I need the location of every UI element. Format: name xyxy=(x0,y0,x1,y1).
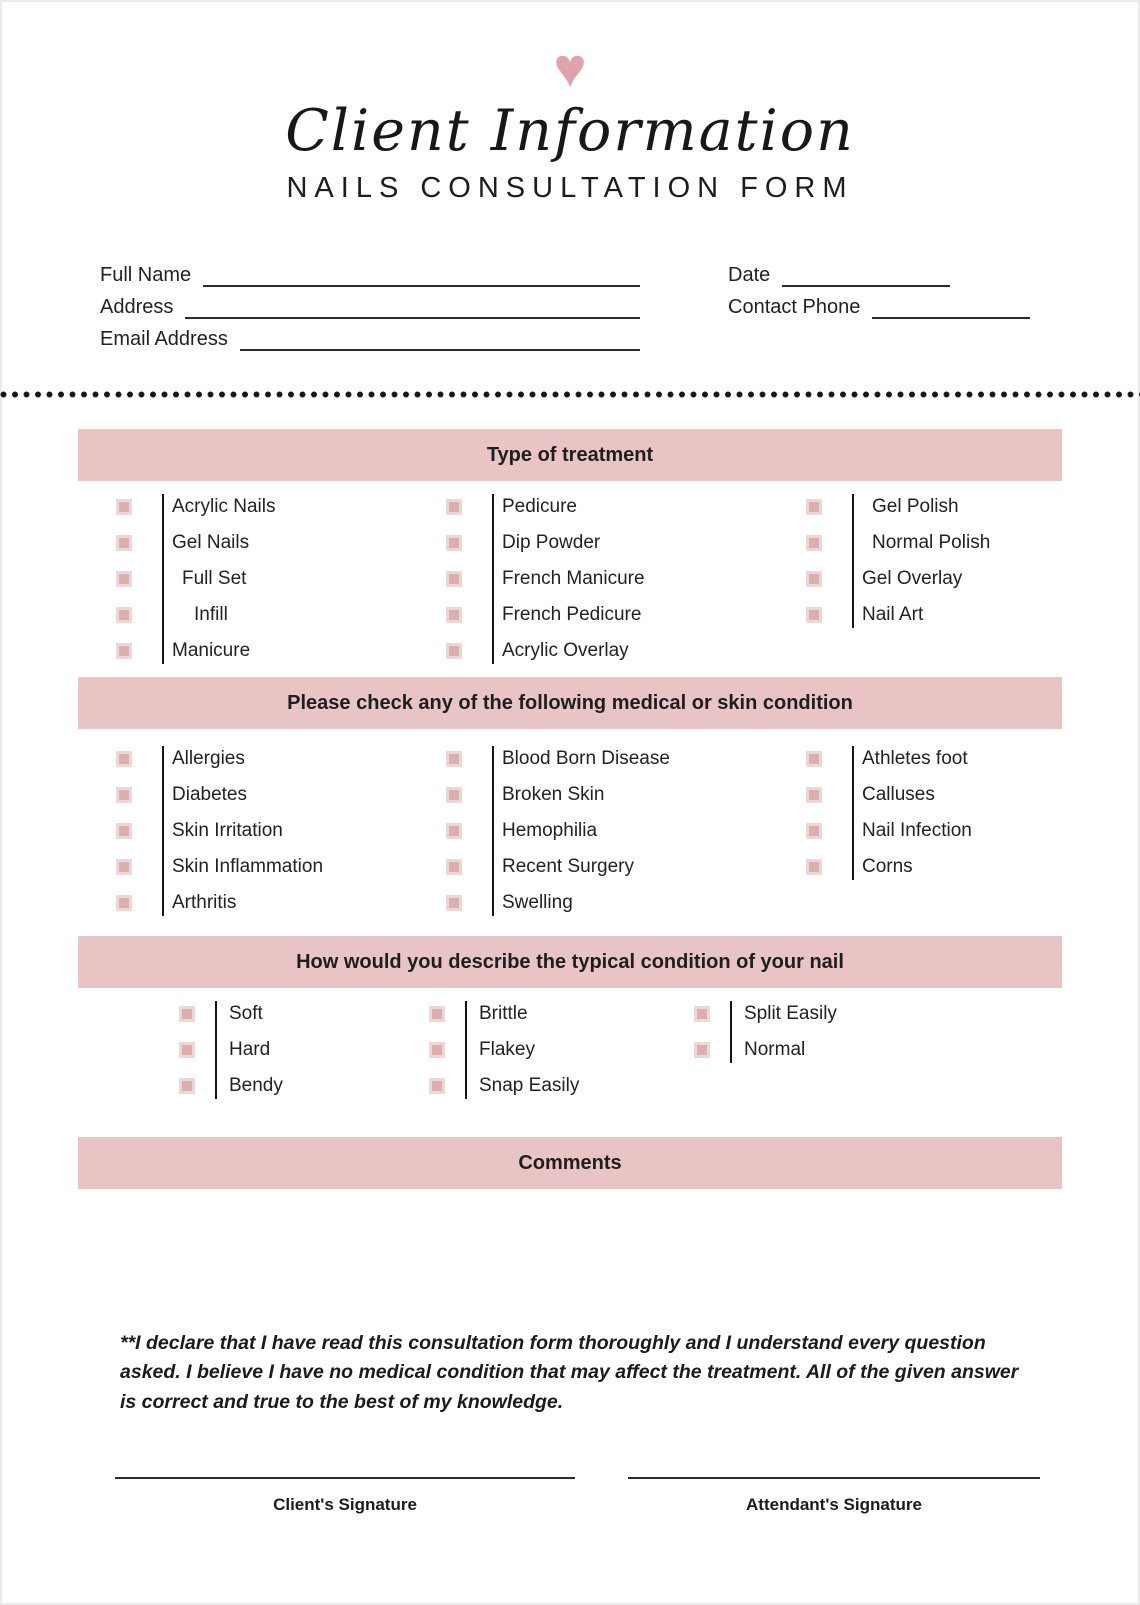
checkbox[interactable] xyxy=(116,643,132,659)
checkbox-label: Bendy xyxy=(229,1075,283,1096)
check-item xyxy=(446,525,768,561)
check-item xyxy=(446,741,768,777)
checkbox-label: Normal xyxy=(744,1039,806,1060)
checkbox[interactable] xyxy=(446,895,462,911)
checkbox-label: Brittle xyxy=(479,1003,528,1024)
nail-condition-checklist xyxy=(175,996,1062,1104)
client-signature-line[interactable] xyxy=(115,1477,575,1479)
check-item xyxy=(446,849,768,885)
date-row xyxy=(728,255,1040,287)
checkbox-label: Allergies xyxy=(172,748,245,769)
contact-phone-line[interactable] xyxy=(872,297,1030,319)
heart-icon: ♥ xyxy=(553,36,587,99)
checkbox[interactable] xyxy=(116,787,132,803)
checkbox[interactable] xyxy=(116,823,132,839)
checkbox-label: Hard xyxy=(229,1039,271,1060)
column-divider-line xyxy=(465,1001,467,1099)
check-item xyxy=(806,525,1062,561)
checkbox[interactable] xyxy=(116,607,132,623)
treatment-section-banner xyxy=(78,429,1062,481)
checkbox[interactable] xyxy=(806,787,822,803)
checkbox-label: Blood Born Disease xyxy=(502,748,670,769)
check-item xyxy=(446,597,768,633)
checkbox[interactable] xyxy=(806,535,822,551)
checkbox[interactable] xyxy=(446,499,462,515)
checkbox[interactable] xyxy=(116,571,132,587)
page-title: Client Information xyxy=(285,98,855,164)
check-item xyxy=(806,561,1062,597)
email-line[interactable] xyxy=(240,329,640,351)
nail-condition-column-2 xyxy=(425,996,690,1104)
checkbox[interactable] xyxy=(179,1006,195,1022)
info-right-column xyxy=(728,255,1040,351)
checkbox-label: Nail Art xyxy=(862,604,924,625)
column-divider-line xyxy=(162,746,164,916)
check-item xyxy=(806,489,1062,525)
checkbox-label: Swelling xyxy=(502,892,573,913)
comments-section-title: Comments xyxy=(518,1151,622,1174)
checkbox[interactable] xyxy=(446,787,462,803)
client-signature-label: Client's Signature xyxy=(273,1494,417,1514)
treatment-column-1 xyxy=(78,489,408,669)
address-row xyxy=(100,287,640,319)
attendant-signature-block xyxy=(628,1477,1040,1515)
checkbox[interactable] xyxy=(179,1078,195,1094)
treatment-checklist xyxy=(78,489,1062,669)
checkbox[interactable] xyxy=(446,751,462,767)
check-item xyxy=(429,996,690,1032)
check-item xyxy=(116,489,408,525)
dotted-divider xyxy=(0,391,1140,398)
checkbox[interactable] xyxy=(694,1006,710,1022)
client-info-fields xyxy=(100,255,1040,351)
nail-condition-section-title: How would you describe the typical condition of your nail xyxy=(296,950,844,973)
checkbox[interactable] xyxy=(446,607,462,623)
signature-section xyxy=(115,1477,1040,1515)
checkbox-label: Full Set xyxy=(182,568,247,589)
medical-column-2 xyxy=(408,741,768,921)
email-label: Email Address xyxy=(100,328,228,350)
checkbox-label: Skin Inflammation xyxy=(172,856,324,877)
treatment-column-2 xyxy=(408,489,768,669)
checkbox[interactable] xyxy=(446,859,462,875)
checkbox-label: Recent Surgery xyxy=(502,856,635,877)
check-item xyxy=(446,885,768,921)
checkbox[interactable] xyxy=(806,859,822,875)
checkbox-label: Gel Overlay xyxy=(862,568,963,589)
checkbox-label: Athletes foot xyxy=(862,748,968,769)
checkbox-label: Flakey xyxy=(479,1039,535,1060)
checkbox-label: Gel Nails xyxy=(172,532,250,553)
checkbox[interactable] xyxy=(429,1042,445,1058)
checkbox-label: Diabetes xyxy=(172,784,247,805)
checkbox[interactable] xyxy=(806,571,822,587)
check-item xyxy=(806,777,1062,813)
checkbox-label: Hemophilia xyxy=(502,820,598,841)
full-name-line[interactable] xyxy=(203,265,640,287)
check-item xyxy=(116,813,408,849)
checkbox[interactable] xyxy=(429,1006,445,1022)
checkbox[interactable] xyxy=(446,823,462,839)
column-divider-line xyxy=(215,1001,217,1099)
comments-section-banner xyxy=(78,1137,1062,1189)
checkbox[interactable] xyxy=(116,859,132,875)
checkbox[interactable] xyxy=(116,895,132,911)
nail-condition-section-banner xyxy=(78,936,1062,988)
checkbox-label: Split Easily xyxy=(744,1003,837,1024)
checkbox-label: Manicure xyxy=(172,640,251,661)
column-divider-line xyxy=(852,494,854,628)
contact-phone-row xyxy=(728,287,1040,319)
checkbox-label: French Manicure xyxy=(502,568,645,589)
check-item xyxy=(694,1032,1062,1068)
check-item xyxy=(116,561,408,597)
check-item xyxy=(116,633,408,669)
medical-checklist xyxy=(78,741,1062,921)
check-item xyxy=(429,1032,690,1068)
date-label: Date xyxy=(728,264,771,286)
checkbox-label: Corns xyxy=(862,856,913,877)
checkbox[interactable] xyxy=(446,643,462,659)
check-item xyxy=(116,741,408,777)
attendant-signature-line[interactable] xyxy=(628,1477,1040,1479)
checkbox-label: Normal Polish xyxy=(872,532,991,553)
checkbox[interactable] xyxy=(179,1042,195,1058)
column-divider-line xyxy=(492,494,494,664)
full-name-label: Full Name xyxy=(100,264,192,286)
checkbox-label: Acrylic Overlay xyxy=(502,640,629,661)
check-item xyxy=(806,813,1062,849)
nail-condition-column-1 xyxy=(175,996,425,1104)
checkbox-label: Calluses xyxy=(862,784,935,805)
column-divider-line xyxy=(492,746,494,916)
email-row xyxy=(100,319,640,351)
info-left-column xyxy=(100,255,640,351)
contact-phone-label: Contact Phone xyxy=(728,296,861,318)
column-divider-line xyxy=(730,1001,732,1063)
checkbox[interactable] xyxy=(806,823,822,839)
check-item xyxy=(429,1068,690,1104)
column-divider-line xyxy=(162,494,164,664)
checkbox-label: Infill xyxy=(194,604,228,625)
medical-column-1 xyxy=(78,741,408,921)
checkbox[interactable] xyxy=(429,1078,445,1094)
check-item xyxy=(446,813,768,849)
checkbox[interactable] xyxy=(446,535,462,551)
checkbox-label: Pedicure xyxy=(502,496,577,517)
checkbox-label: Arthritis xyxy=(172,892,237,913)
medical-section-banner xyxy=(78,677,1062,729)
address-line[interactable] xyxy=(185,297,640,319)
checkbox[interactable] xyxy=(806,607,822,623)
checkbox-label: Broken Skin xyxy=(502,784,605,805)
checkbox-label: Acrylic Nails xyxy=(172,496,276,517)
date-line[interactable] xyxy=(782,265,950,287)
checkbox[interactable] xyxy=(116,499,132,515)
treatment-column-3 xyxy=(768,489,1062,633)
client-signature-block xyxy=(115,1477,575,1515)
address-label: Address xyxy=(100,296,174,318)
check-item xyxy=(116,777,408,813)
treatment-section-title: Type of treatment xyxy=(486,443,654,466)
checkbox[interactable] xyxy=(806,499,822,515)
checkbox-label: Snap Easily xyxy=(479,1075,580,1096)
check-item xyxy=(116,525,408,561)
column-divider-line xyxy=(852,746,854,880)
check-item xyxy=(116,849,408,885)
checkbox-label: Dip Powder xyxy=(502,532,601,553)
full-name-row xyxy=(100,255,640,287)
medical-section-title: Please check any of the following medical or skin condition xyxy=(287,691,853,714)
check-item xyxy=(446,561,768,597)
check-item xyxy=(446,489,768,525)
check-item xyxy=(806,849,1062,885)
checkbox-label: Skin Irritation xyxy=(172,820,283,841)
page-subtitle: NAILS CONSULTATION FORM xyxy=(286,172,854,204)
check-item xyxy=(446,777,768,813)
checkbox-label: French Pedicure xyxy=(502,604,642,625)
checkbox[interactable] xyxy=(116,535,132,551)
check-item xyxy=(116,597,408,633)
checkbox-label: Soft xyxy=(229,1003,263,1024)
declaration-text: **I declare that I have read this consultation form thoroughly and I understand every question asked. I believe I have no medical condition that may affect the treatment. All of the given answer is correct and true to the best of my knowledge. xyxy=(120,1332,1019,1413)
checkbox[interactable] xyxy=(446,571,462,587)
check-item xyxy=(806,597,1062,633)
attendant-signature-label: Attendant's Signature xyxy=(746,1494,922,1514)
check-item xyxy=(806,741,1062,777)
check-item xyxy=(694,996,1062,1032)
checkbox[interactable] xyxy=(694,1042,710,1058)
checkbox[interactable] xyxy=(806,751,822,767)
check-item xyxy=(446,633,768,669)
checkbox-label: Gel Polish xyxy=(872,496,959,517)
check-item xyxy=(116,885,408,921)
medical-column-3 xyxy=(768,741,1062,885)
nail-condition-column-3 xyxy=(690,996,1062,1068)
checkbox[interactable] xyxy=(116,751,132,767)
checkbox-label: Nail Infection xyxy=(862,820,972,841)
